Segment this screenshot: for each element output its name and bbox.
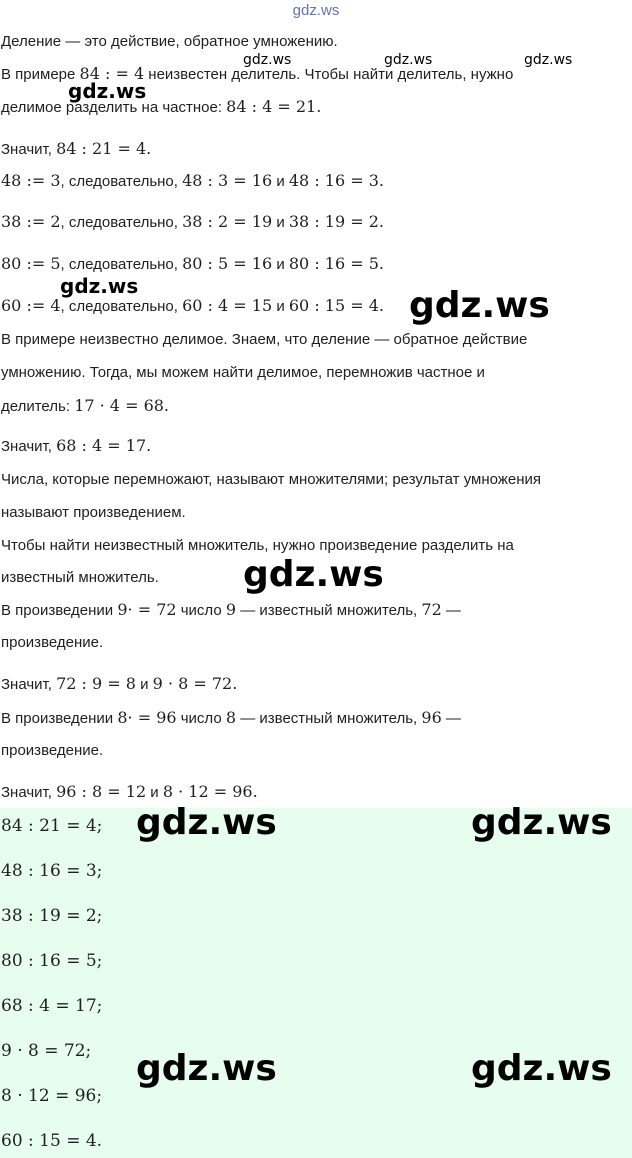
watermark: gdz.ws [524, 52, 573, 68]
text-line: Значит, 84 : 21 = 4. [1, 139, 152, 158]
text-line: В примере неизвестно делимое. Знаем, что деление — обратное действие [1, 331, 528, 348]
text-line: произведение. [1, 742, 104, 759]
watermark: gdz.ws [471, 802, 612, 843]
text-line: 60 := 4, следовательно, 60 : 4 = 15 и 60 : 15 = 4. [1, 296, 384, 315]
watermark: gdz.ws [243, 554, 384, 595]
text-line: В произведении 8· = 96 число 8 — известный множитель, 96 — [1, 708, 461, 727]
watermark: gdz.ws [60, 274, 139, 298]
math-expression: 84 : 21 = 4. [56, 139, 152, 158]
text-line: Значит, 72 : 9 = 8 и 9 · 8 = 72. [1, 674, 238, 693]
answer-line: 60 : 15 = 4. [1, 1131, 103, 1151]
answer-line: 48 : 16 = 3; [1, 861, 103, 881]
answer-line: 80 : 16 = 5; [1, 951, 103, 971]
text-line: Деление — это действие, обратное умножению. [1, 33, 338, 50]
text-line: Значит, 68 : 4 = 17. [1, 436, 152, 455]
text-line: Чтобы найти неизвестный множитель, нужно произведение разделить на [1, 537, 514, 554]
math-expression: 84 : = 4 [79, 64, 145, 83]
answer-line: 84 : 21 = 4; [1, 816, 103, 836]
answer-line: 38 : 19 = 2; [1, 906, 103, 926]
watermark: gdz.ws [136, 1048, 277, 1089]
text-line: 38 := 2, следовательно, 38 : 2 = 19 и 38 : 19 = 2. [1, 212, 384, 231]
answer-line: 8 · 12 = 96; [1, 1086, 103, 1106]
answer-line: 68 : 4 = 17; [1, 996, 103, 1016]
text-line: произведение. [1, 634, 104, 651]
site-link[interactable]: gdz.ws [292, 2, 340, 19]
text-line: делимое разделить на частное: 84 : 4 = 21. [1, 97, 322, 116]
text-line: В примере 84 : = 4 неизвестен делитель. Чтобы найти делитель, нужно [1, 64, 514, 83]
math-expression: 17 · 4 = 68. [74, 396, 170, 415]
watermark: gdz.ws [136, 802, 277, 843]
text-line: 80 := 5, следовательно, 80 : 5 = 16 и 80 : 16 = 5. [1, 254, 384, 273]
text-line: Значит, 96 : 8 = 12 и 8 · 12 = 96. [1, 782, 258, 801]
math-expression: 68 : 4 = 17. [56, 436, 152, 455]
watermark: gdz.ws [409, 285, 550, 326]
text-line: Числа, которые перемножают, называют множителями; результат умножения [1, 471, 541, 488]
text-line: 48 := 3, следовательно, 48 : 3 = 16 и 48 : 16 = 3. [1, 171, 384, 190]
watermark: gdz.ws [68, 79, 147, 103]
text-line: называют произведением. [1, 504, 186, 521]
math-expression: 84 : 4 = 21. [226, 97, 322, 116]
text-line: В произведении 9· = 72 число 9 — известный множитель, 72 — [1, 600, 461, 619]
text-line: делитель: 17 · 4 = 68. [1, 396, 170, 415]
text-line: известный множитель. [1, 569, 159, 586]
answer-line: 9 · 8 = 72; [1, 1041, 92, 1061]
answer-block [0, 808, 632, 1158]
watermark: gdz.ws [243, 52, 292, 68]
watermark: gdz.ws [384, 52, 433, 68]
watermark: gdz.ws [471, 1048, 612, 1089]
text-line: умножению. Тогда, мы можем найти делимое, перемножив частное и [1, 364, 485, 381]
